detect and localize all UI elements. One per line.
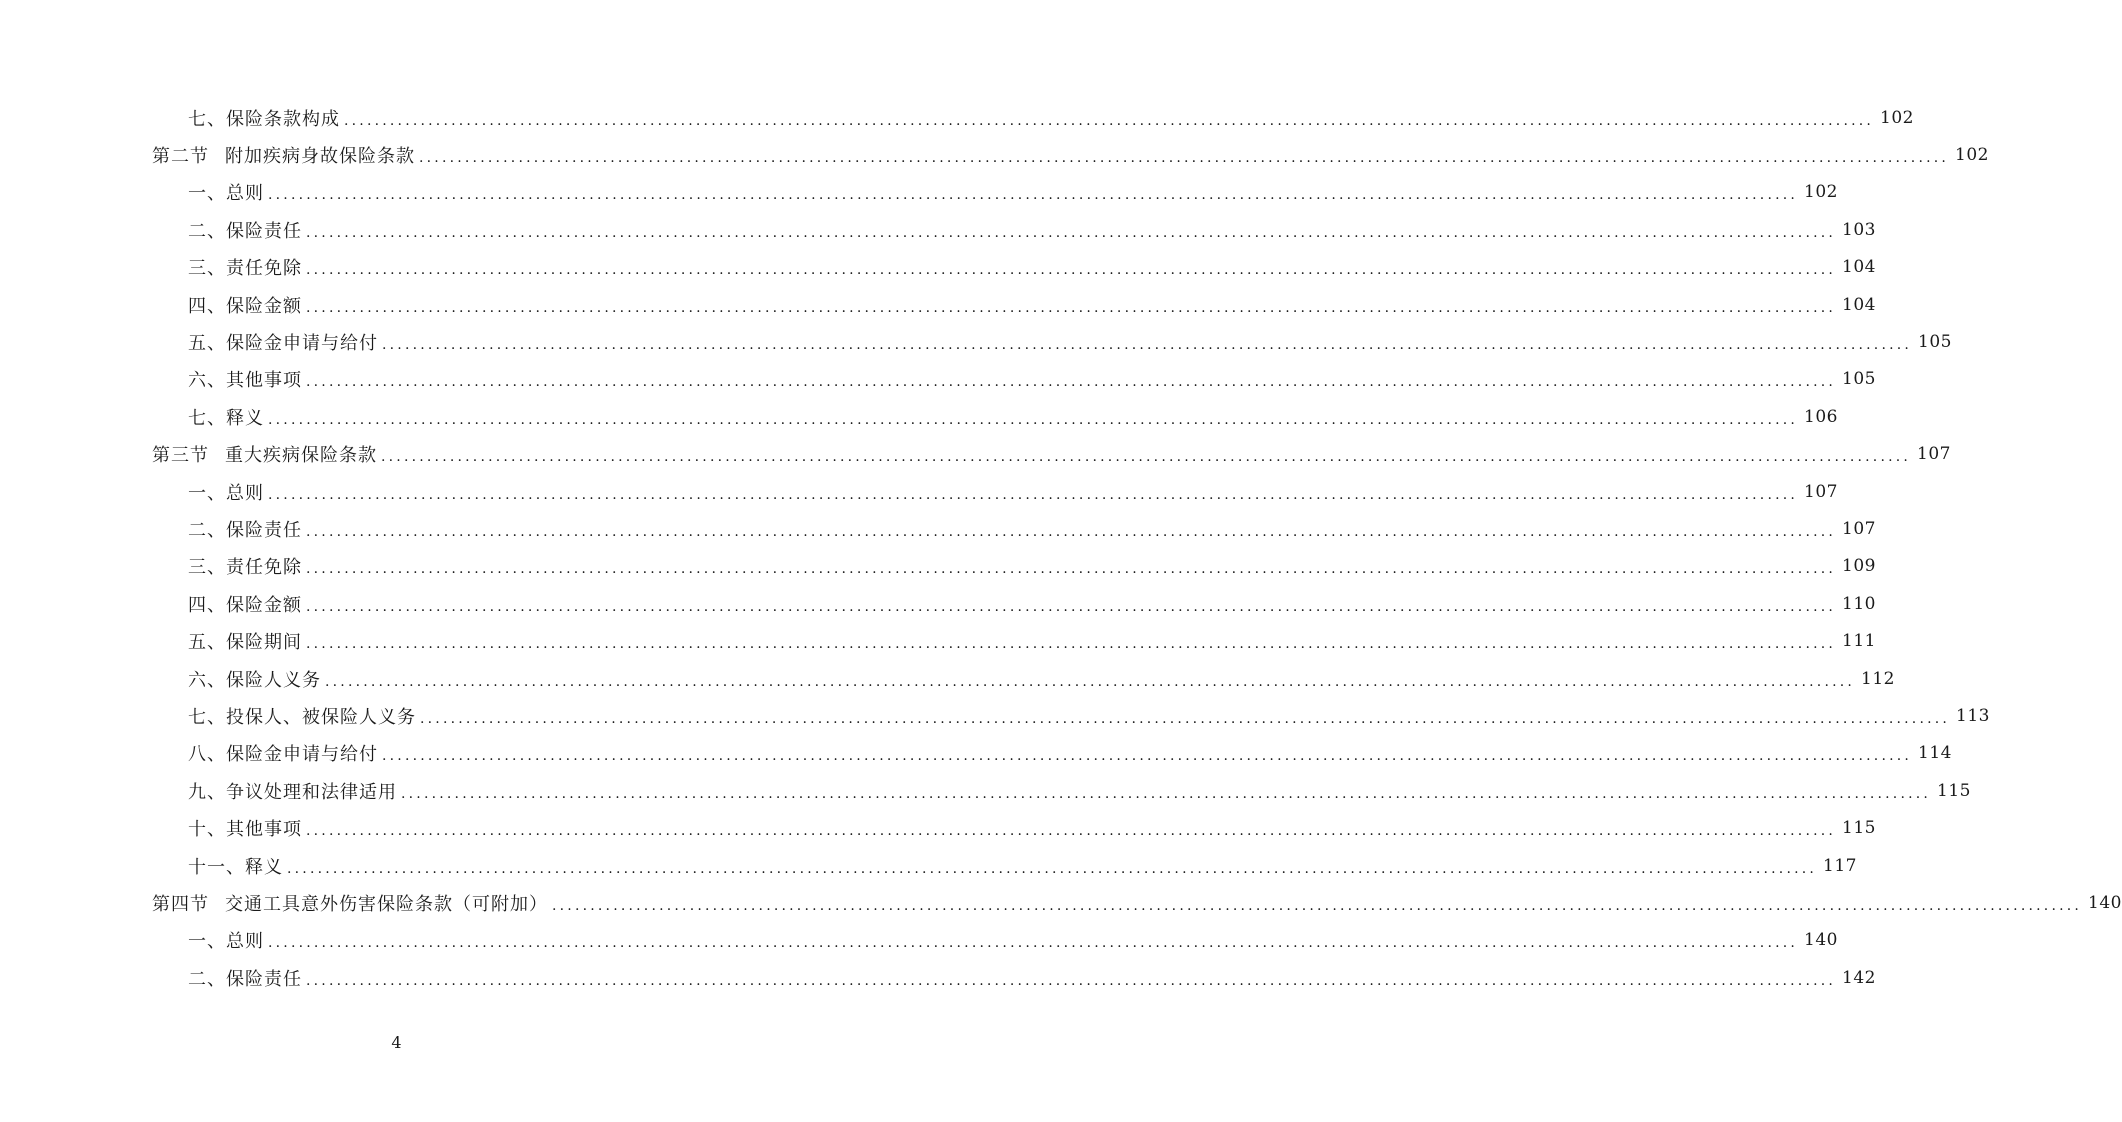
- toc-entry[interactable]: [0, 772, 1971, 809]
- dot-leader: ........................................................................................................................................................................................................: [268, 935, 1799, 952]
- toc-page-number: 111: [1842, 631, 1876, 652]
- toc-entry-title: [188, 927, 268, 953]
- toc-entry[interactable]: [0, 959, 1876, 996]
- dot-leader: ........................................................................................................................................................................................................: [382, 748, 1913, 765]
- dot-leader: ........................................................................................................................................................................................................: [306, 636, 1837, 653]
- toc-page-number: 110: [1842, 593, 1876, 614]
- toc-entry-title: [188, 553, 306, 579]
- toc-page-number: 114: [1918, 743, 1952, 764]
- dot-leader: ........................................................................................................................................................................................................: [306, 523, 1837, 540]
- toc-entry[interactable]: [0, 735, 1952, 772]
- dot-leader: ........................................................................................................................................................................................................: [306, 823, 1837, 840]
- dot-leader: ........................................................................................................................................................................................................: [306, 374, 1837, 391]
- dot-leader: ........................................................................................................................................................................................................: [306, 598, 1837, 615]
- toc-page-number: 104: [1842, 294, 1876, 315]
- toc-page-number: 107: [1842, 518, 1876, 539]
- toc-entry[interactable]: [0, 286, 1876, 323]
- dot-leader: ........................................................................................................................................................................................................: [268, 411, 1799, 428]
- toc-title-text: 七、释义: [188, 407, 264, 429]
- toc-page-number: 107: [1917, 444, 1951, 465]
- toc-entry-title: [188, 703, 420, 729]
- toc-title-text: 三、责任免除: [188, 258, 302, 280]
- toc-page-number: 102: [1955, 145, 1989, 166]
- toc-entry[interactable]: [0, 398, 1838, 435]
- toc-entry-title: [188, 404, 268, 430]
- toc-page-number: 117: [1823, 855, 1857, 876]
- dot-leader: ........................................................................................................................................................................................................: [420, 710, 1951, 727]
- dot-leader: ........................................................................................................................................................................................................: [287, 860, 1818, 877]
- toc-title-text: 七、保险条款构成: [188, 108, 340, 130]
- toc-page-number: 102: [1804, 182, 1838, 203]
- toc-title-text: 二、保险责任: [188, 519, 302, 541]
- toc-title-text: 六、其他事项: [188, 370, 302, 392]
- toc-title-text: 一、总则: [188, 183, 264, 205]
- toc-section-number: 第二节: [152, 146, 209, 168]
- toc-entry-title: [188, 965, 306, 991]
- toc-page-number: 140: [1804, 930, 1838, 951]
- toc-page-number: 115: [1937, 780, 1971, 801]
- dot-leader: ........................................................................................................................................................................................................: [419, 150, 1950, 167]
- toc-title-text: 二、保险责任: [188, 220, 302, 242]
- toc-page-number: 104: [1842, 257, 1876, 278]
- toc-entry-title: [188, 666, 325, 692]
- toc-entry-title: [188, 740, 382, 766]
- toc-page-number: 109: [1842, 556, 1876, 577]
- dot-leader: ........................................................................................................................................................................................................: [382, 337, 1913, 354]
- toc-title-text: 五、保险期间: [188, 632, 302, 654]
- toc-title-text: 四、保险金额: [188, 594, 302, 616]
- toc-entry-title: [188, 853, 287, 879]
- toc-entry-title: [188, 778, 401, 804]
- toc-title-text: 七、投保人、被保险人义务: [188, 706, 416, 728]
- toc-title-text: 一、总则: [188, 482, 264, 504]
- toc-title-text: 五、保险金申请与给付: [188, 333, 378, 355]
- toc-page-number: 115: [1842, 818, 1876, 839]
- toc-entry[interactable]: [0, 622, 1876, 659]
- toc-title-text: 三、责任免除: [188, 557, 302, 579]
- dot-leader: ........................................................................................................................................................................................................: [306, 262, 1837, 279]
- toc-page-number: 106: [1804, 406, 1838, 427]
- toc-entry-title: [188, 479, 268, 505]
- toc-entry-title: [188, 591, 306, 617]
- toc-entry[interactable]: [0, 697, 1990, 734]
- toc-entry-title: [188, 329, 382, 355]
- toc-page-number: 142: [1842, 967, 1876, 988]
- toc-section-entry[interactable]: [0, 136, 1989, 173]
- toc-title-text: 一、总则: [188, 931, 264, 953]
- toc-page-number: 105: [1918, 332, 1952, 353]
- toc-entry-title: [188, 254, 306, 280]
- dot-leader: ........................................................................................................................................................................................................: [268, 486, 1799, 503]
- toc-title-text: 交通工具意外伤害保险条款（可附加）: [225, 893, 548, 915]
- toc-page-number: 112: [1861, 668, 1895, 689]
- toc-entry[interactable]: [0, 510, 1876, 547]
- toc-page-number: 103: [1842, 219, 1876, 240]
- toc-title-text: 二、保险责任: [188, 968, 302, 990]
- dot-leader: ........................................................................................................................................................................................................: [306, 561, 1837, 578]
- dot-leader: ........................................................................................................................................................................................................: [325, 673, 1856, 690]
- toc-entry-title: [188, 366, 306, 392]
- toc-page-number: 107: [1804, 481, 1838, 502]
- toc-entry[interactable]: [0, 922, 1838, 959]
- toc-page-number: 105: [1842, 369, 1876, 390]
- toc-title-text: 十、其他事项: [188, 819, 302, 841]
- toc-entry-title: [152, 890, 552, 916]
- toc-entry[interactable]: [0, 809, 1876, 846]
- toc-title-text: 十一、释义: [188, 856, 283, 878]
- toc-entry[interactable]: [0, 249, 1876, 286]
- toc-title-text: 重大疾病保险条款: [225, 445, 377, 467]
- toc-entry[interactable]: [0, 473, 1838, 510]
- toc-title-text: 八、保险金申请与给付: [188, 744, 378, 766]
- toc-entry[interactable]: [0, 361, 1876, 398]
- toc-entry[interactable]: [0, 548, 1876, 585]
- toc-entry[interactable]: [0, 211, 1876, 248]
- toc-title-text: 附加疾病身故保险条款: [225, 146, 415, 168]
- toc-entry-title: [152, 142, 419, 168]
- toc-entry-title: [188, 292, 306, 318]
- dot-leader: ........................................................................................................................................................................................................: [381, 449, 1912, 466]
- toc-page-number: 102: [1880, 107, 1914, 128]
- toc-page-number: 140: [2088, 892, 2122, 913]
- toc-entry-title: [152, 441, 381, 467]
- toc-entry[interactable]: [0, 323, 1952, 360]
- dot-leader: ........................................................................................................................................................................................................: [401, 785, 1932, 802]
- dot-leader: ........................................................................................................................................................................................................: [268, 187, 1799, 204]
- toc-section-entry[interactable]: [0, 884, 2122, 921]
- table-of-contents: [0, 99, 2122, 996]
- toc-page-number: 113: [1956, 705, 1990, 726]
- toc-entry[interactable]: [0, 174, 1838, 211]
- toc-entry[interactable]: [0, 660, 1895, 697]
- toc-entry-title: [188, 628, 306, 654]
- toc-title-text: 九、争议处理和法律适用: [188, 781, 397, 803]
- toc-entry[interactable]: [0, 99, 1914, 136]
- toc-entry-title: [188, 516, 306, 542]
- dot-leader: ........................................................................................................................................................................................................: [552, 897, 2083, 914]
- toc-entry-title: [188, 179, 268, 205]
- dot-leader: ........................................................................................................................................................................................................: [344, 112, 1875, 129]
- page-number: 4: [391, 1033, 402, 1052]
- toc-entry-title: [188, 105, 344, 131]
- dot-leader: ........................................................................................................................................................................................................: [306, 299, 1837, 316]
- toc-section-number: 第四节: [152, 893, 209, 915]
- toc-section-entry[interactable]: [0, 436, 1951, 473]
- toc-title-text: 四、保险金额: [188, 295, 302, 317]
- toc-entry[interactable]: [0, 585, 1876, 622]
- toc-entry-title: [188, 815, 306, 841]
- dot-leader: ........................................................................................................................................................................................................: [306, 972, 1837, 989]
- toc-section-number: 第三节: [152, 445, 209, 467]
- toc-entry[interactable]: [0, 847, 1857, 884]
- dot-leader: ........................................................................................................................................................................................................: [306, 224, 1837, 241]
- toc-entry-title: [188, 217, 306, 243]
- toc-title-text: 六、保险人义务: [188, 669, 321, 691]
